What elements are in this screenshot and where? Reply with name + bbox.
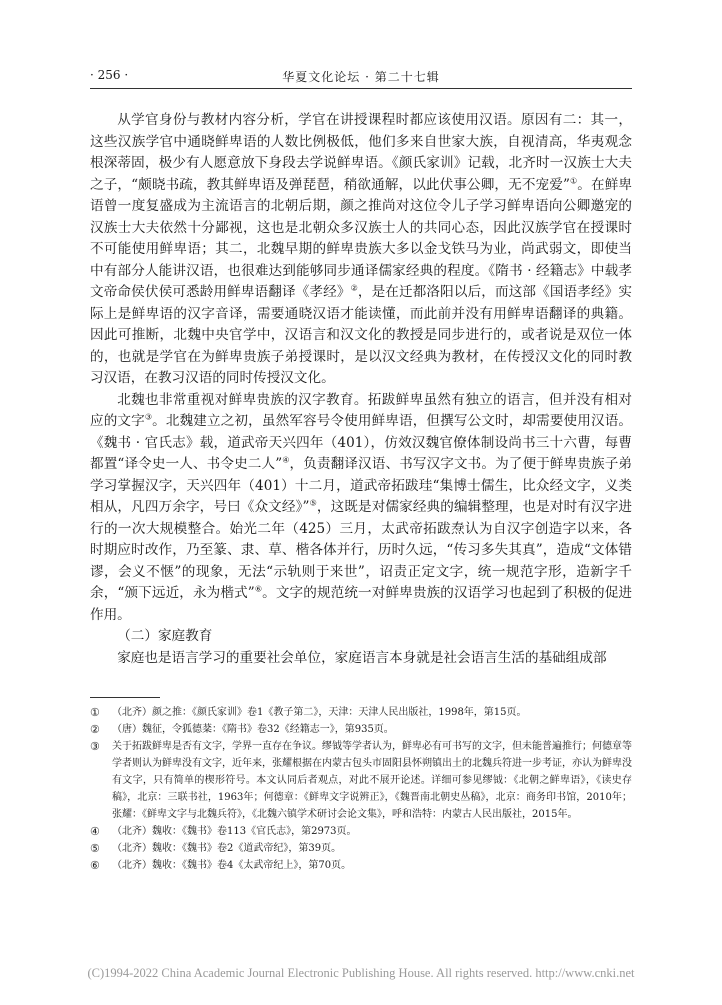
footnote-mark: ① bbox=[90, 706, 100, 719]
footnote-mark: ③ bbox=[90, 740, 100, 753]
footnote-3 bbox=[90, 738, 632, 823]
paragraph-2 bbox=[90, 390, 632, 627]
footnote-mark: ② bbox=[90, 723, 100, 736]
footnote-5 bbox=[90, 840, 632, 857]
paragraph-1-text-a: 从学官身份与教材内容分析，学官在讲授课程时都应该使用汉语。原因有二：其一，这些汉族学官中通晓鲜卑语的人数比例极低，他们多来自世家大族，自视清高，华夷观念根深蒂固，极少有人愿意放下身段去学说鲜卑语。《颜氏家训》记载，北齐时一汉族士大夫之子，“颇晓书疏，教其鲜卑语及弹琵琶，稍欲通解，以此伏事公卿，无不宠爱” bbox=[90, 112, 632, 193]
footnote-ref-3[interactable]: ③ bbox=[144, 412, 153, 422]
footnote-6 bbox=[90, 857, 632, 874]
footnotes bbox=[90, 704, 632, 874]
section-subheading: （二）家庭教育 bbox=[117, 628, 213, 644]
paragraph-3: 家庭也是语言学习的重要社会单位，家庭语言本身就是社会语言生活的基础组成部 bbox=[117, 649, 607, 666]
paragraph-1 bbox=[90, 110, 632, 390]
body-text bbox=[90, 110, 632, 669]
footnote-1 bbox=[90, 704, 632, 721]
footnote-ref-2[interactable]: ② bbox=[350, 283, 358, 293]
journal-title: 华夏文化论坛 · 第二十七辑 bbox=[282, 70, 440, 84]
running-header bbox=[90, 66, 632, 89]
footnote-ref-5[interactable]: ⑤ bbox=[309, 498, 317, 508]
footnote-ref-6[interactable]: ⑥ bbox=[254, 584, 263, 594]
paragraph-2-text-a: 北魏也非常重视对鲜卑贵族的汉字教育。拓跋鲜卑虽然有独立的语言，但并没有相对应的文字 bbox=[90, 391, 632, 429]
footnote-ref-4[interactable]: ④ bbox=[282, 455, 290, 465]
footnote-mark: ⑥ bbox=[90, 859, 100, 872]
paragraph-1-text-c: ，是在迁都洛阳以后，而这部《国语孝经》实际上是鲜卑语的汉字音译，需要通晓汉语才能读懂，而此前并没有用鲜卑语翻译的典籍。因此可推断，北魏中央官学中，汉语言和汉文化的教授是同步进行的，或者说是双位一体的，也就是学官在为鲜卑贵族子弟授课时，是以汉文经典为教材，在传授汉文化的同时教习汉语，在教习汉语的同时传授汉文化。 bbox=[90, 284, 633, 386]
footnote-mark: ④ bbox=[90, 825, 100, 838]
footnote-divider bbox=[90, 697, 160, 698]
paragraph-2-text-d: ，这既是对儒家经典的编辑整理，也是对时有汉字进行的一次大规模整合。始光二年（425）三月，太武帝拓跋焘认为自汉字创造字以来，各时期应时改作，乃至篆、隶、草、楷各体并行，历时久远，“传习多失其真”，造成“文体错谬，会义不惬”的现象，无法“示轨则于来世”，诏责正定文字，统一规范字形，造新字千余，“颁下远近，永为楷式” bbox=[90, 499, 633, 601]
footnote-ref-1[interactable]: ① bbox=[569, 175, 578, 185]
paragraph-2-text-e: 。文字的规范统一对鲜卑贵族的汉语学习也起到了积极的促进作用。 bbox=[90, 585, 633, 623]
footnote-mark: ⑤ bbox=[90, 842, 100, 855]
footnote-text: 关于拓跋鲜卑是否有文字，学界一直存在争议。缪钺等学者认为，鲜卑必有可书写的文字，但未能普遍推行；何德章等学者则认为鲜卑没有文字，近年来，张耀根据在内蒙古包头市固阳县怀朔镇出土的北魏兵符进一步考证，亦认为鲜卑没有文字，只有简单的楔形符号。本文认同后者观点，对此不展开论述。详细可参见缪钺：《北朝之鲜卑语》，《读史存稿》，北京：三联书社，1963年；何德章：《鲜卑文字说辨正》，《魏晋南北朝史丛稿》，北京：商务印书馆，2010年；张耀：《鲜卑文字与北魏兵符》，《北魏六镇学术研讨会论文集》，呼和浩特：内蒙古人民出版社，2015年。 bbox=[112, 741, 632, 820]
footnote-text: （北齐）颜之推：《颜氏家训》卷1《教子第二》，天津：天津人民出版社，1998年，第15页。 bbox=[112, 707, 527, 718]
paragraph-2-text-c: ，负责翻译汉语、书写汉字文书。为了便于鲜卑贵族子弟学习掌握汉字，天兴四年（401）十二月，道武帝拓跋珪“集博士儒生，比众经文字，义类相从，凡四万余字，号曰《众文经》” bbox=[90, 456, 633, 515]
footnote-text: （唐）魏征，令狐德棻：《隋书》卷32《经籍志一》，第935页。 bbox=[112, 724, 394, 735]
footnote-text: （北齐）魏收：《魏书》卷2《道武帝纪》，第39页。 bbox=[112, 843, 342, 854]
footnote-2 bbox=[90, 721, 632, 738]
footnote-text: （北齐）魏收：《魏书》卷113《官氏志》，第2973页。 bbox=[112, 826, 357, 837]
copyright-watermark: (C)1994-2022 China Academic Journal Electronic Publishing House. All rights reserved. http://www.cnki.net bbox=[87, 966, 635, 980]
paragraph-1-text-b: 。在鲜卑语曾一度复盛成为主流语言的北朝后期，颜之推尚对这位令儿子学习鲜卑语向公卿邀宠的汉族士大夫依然十分鄙视，这也是北朝众多汉族士人的共同心态，因此汉族学官在授课时不可能使用鲜卑语；其二，北魏早期的鲜卑贵族大多以金戈铁马为业，尚武弱文，即使当中有部分人能讲汉语，也很难达到能够同步通译儒家经典的程度。《隋书 · 经籍志》中载孝文帝命侯伏侯可悉龄用鲜卑语翻译《孝经》 bbox=[90, 176, 632, 300]
footnote-text: （北齐）魏收：《魏书》卷4《太武帝纪上》，第70页。 bbox=[112, 860, 352, 871]
footnote-4 bbox=[90, 823, 632, 840]
paragraph-2-text-b: 。北魏建立之初，虽然军容号令使用鲜卑语，但撰写公文时，却需要使用汉语。《魏书 · 官氏志》载，道武帝天兴四年（401），仿效汉魏官僚体制设尚书三十六曹，每曹都置“译令史一人、书令史二人” bbox=[90, 413, 633, 472]
page-number: · 256 · bbox=[90, 68, 129, 82]
